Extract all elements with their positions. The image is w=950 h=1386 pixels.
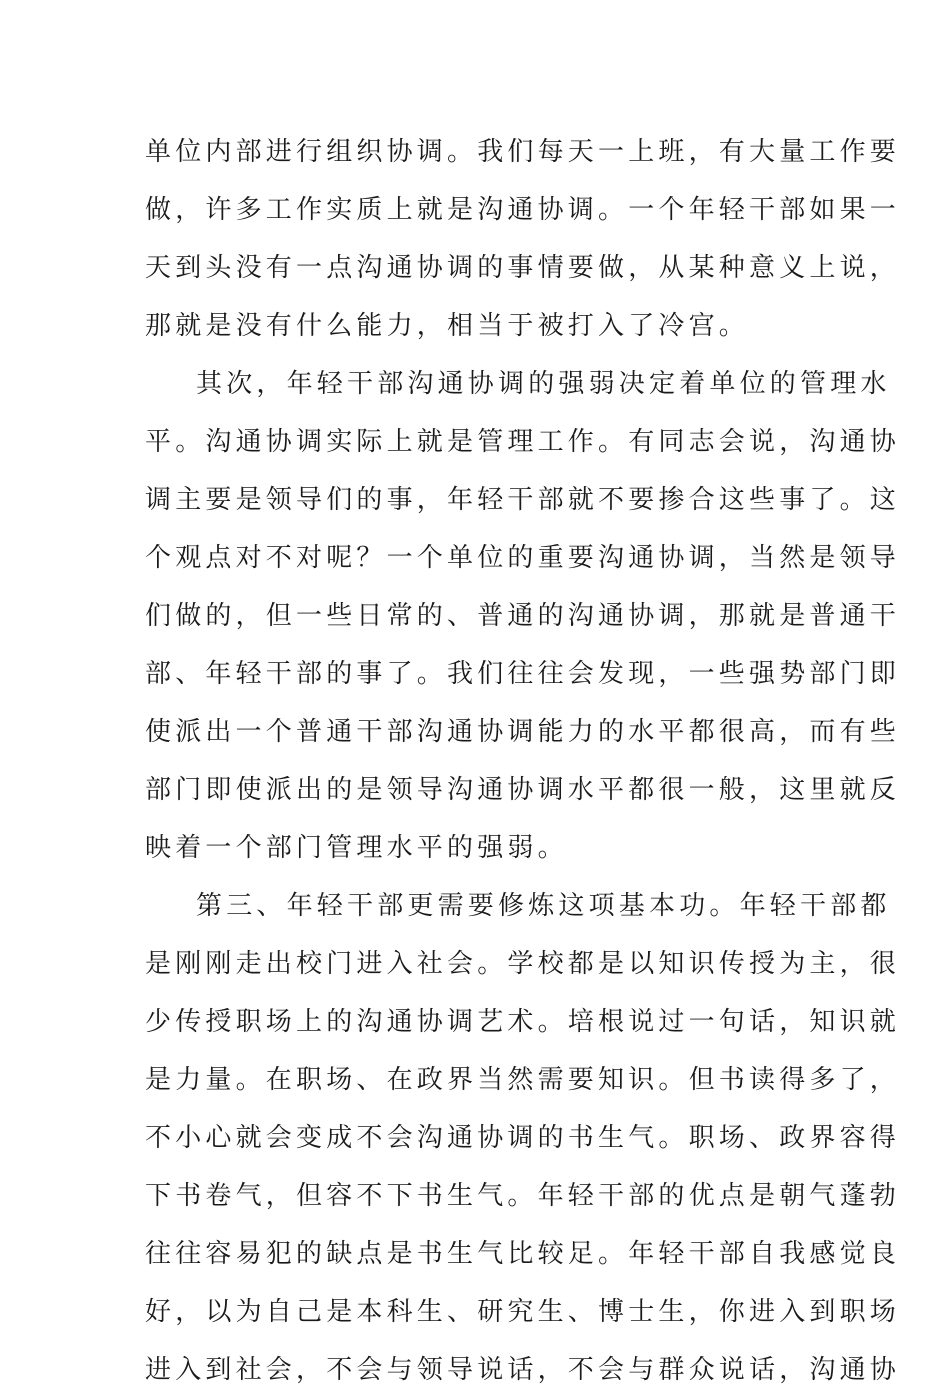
text-line: 是刚刚走出校门进入社会。学校都是以知识传授为主，很 [145, 949, 901, 979]
text-line: 往往容易犯的缺点是书生气比较足。年轻干部自我感觉良 [145, 1239, 901, 1269]
text-line: 下书卷气，但容不下书生气。年轻干部的优点是朝气蓬勃 [145, 1181, 901, 1211]
text-line: 们做的，但一些日常的、普通的沟通协调，那就是普通干 [145, 601, 901, 631]
text-line: 天到头没有一点沟通协调的事情要做，从某种意义上说， [145, 253, 901, 283]
text-line: 部门即使派出的是领导沟通协调水平都很一般，这里就反 [145, 775, 901, 805]
text-line: 单位内部进行组织协调。我们每天一上班，有大量工作要 [145, 137, 901, 167]
text-line: 部、年轻干部的事了。我们往往会发现，一些强势部门即 [145, 659, 901, 689]
paragraph-first-line: 第三、年轻干部更需要修炼这项基本功。年轻干部都 [196, 891, 891, 921]
text-line: 使派出一个普通干部沟通协调能力的水平都很高，而有些 [145, 717, 901, 747]
text-line: 进入到社会，不会与领导说话，不会与群众说话，沟通协 [145, 1355, 901, 1385]
text-line: 少传授职场上的沟通协调艺术。培根说过一句话，知识就 [145, 1007, 901, 1037]
text-line: 是力量。在职场、在政界当然需要知识。但书读得多了， [145, 1065, 901, 1095]
text-line: 映着一个部门管理水平的强弱。 [145, 833, 568, 863]
text-line: 不小心就会变成不会沟通协调的书生气。职场、政界容得 [145, 1123, 901, 1153]
text-line: 调主要是领导们的事，年轻干部就不要掺合这些事了。这 [145, 485, 901, 515]
text-line: 好，以为自己是本科生、研究生、博士生，你进入到职场 [145, 1297, 901, 1327]
text-line: 做，许多工作实质上就是沟通协调。一个年轻干部如果一 [145, 195, 901, 225]
text-line: 平。沟通协调实际上就是管理工作。有同志会说，沟通协 [145, 427, 901, 457]
text-line: 个观点对不对呢？一个单位的重要沟通协调，当然是领导 [145, 543, 901, 573]
text-line: 那就是没有什么能力，相当于被打入了冷宫。 [145, 311, 750, 341]
paragraph-first-line: 其次，年轻干部沟通协调的强弱决定着单位的管理水 [196, 369, 891, 399]
